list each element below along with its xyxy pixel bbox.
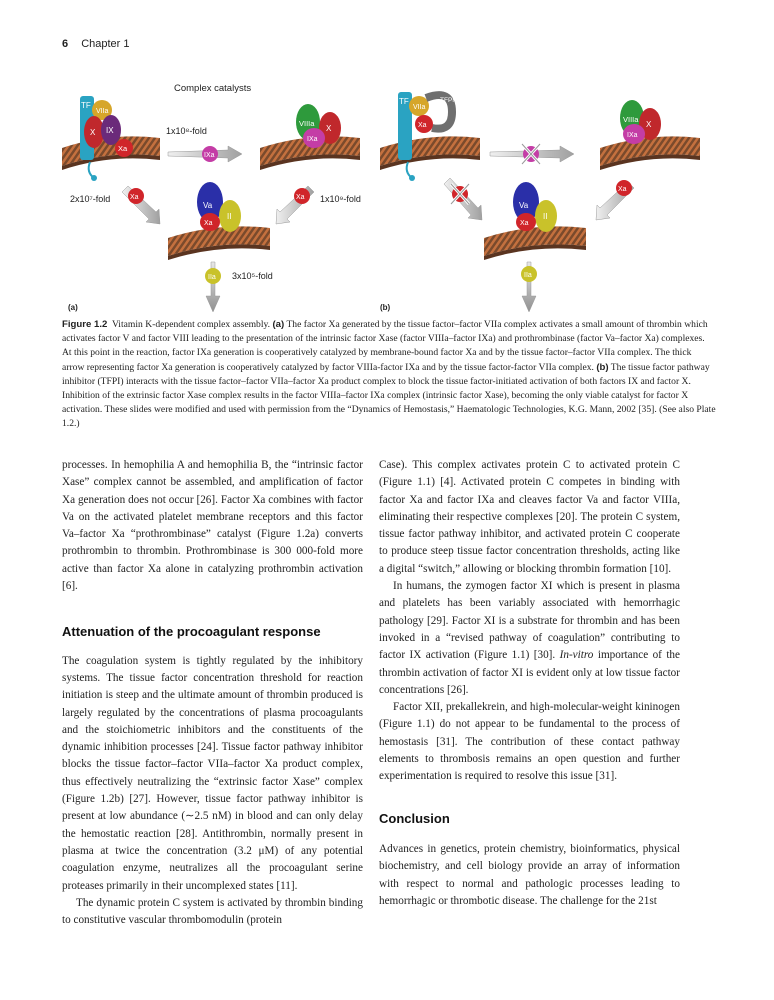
panel-b-label: (b) [380,303,391,312]
ixa-label-2: IXa [307,136,318,143]
left-paragraph-1: processes. In hemophilia A and hemophilia B, the “intrinsic factor Xase” complex cannot be assembled, and amplification of factor Xa generation does not occur [26]. Factor Xa combines with factor Va on the activated platelet membrane receptors and this factor Va–factor Xa “prothrombinase” catalyst (Figure 1.2a) converts prothrombin to thrombin. Prothrombinase is 300 000-fold more active than factor Xa alone in catalyzing prothrombin activation [6]. [62,459,363,593]
right-paragraph-4: Advances in genetics, protein chemistry, bioinformatics, physical biochemistry, and cell biology provide an array of information with respect to normal and pathologic processes leading to hemorrhagic or thrombotic disease. The challenge for the 21st [379,842,680,907]
chapter-label: Chapter 1 [81,38,130,50]
ixa-label: IXa [204,152,215,159]
left-paragraph-2: The coagulation system is tightly regulated by the inhibitory systems. The tissue factor concentration threshold for reaction initiation is steep and the ultimate amount of thrombin produced is largely regulated by the concentrations of plasma procoagulants and the stoichiometric inhibitors and the constituents of the dynamic inhibition processes [24]. Tissue factor pathway inhibitor blocks the tissue factor–factor VIIa–factor Xa product complex, thus effectively neutralizing the “extrinsic factor Xase” complex (Figure 1.2b) [27]. However, tissue factor pathway inhibitor is present at low abundance (∼2.5 nM) in blood and can only delay the hemostatic reaction [28]. Antithrombin, normally present in plasma at twice the concentration (3.2 μM) of any potential coagulation enzyme, neutralizes all the procoagulant serine proteases primarily in their uncomplexed states [11]. [62,654,363,892]
in-vitro-italic: In-vitro [559,649,594,662]
xa-pt-label-b: Xa [520,220,529,227]
running-head [62,38,130,50]
right-paragraph-2-pre: In humans, the zymogen factor XI which is present in plasma and platelets has been variably associated with hemorrhagic pathology [29]. Factor XI is a substrate for thrombin and has been invoked in a “revised pathway of coagulation” contributing to factor IX activation (Figure 1.1) [30]. [379,580,680,662]
ii-label: II [227,212,232,221]
right-paragraph-1: Case). This complex activates protein C to activated protein C (Figure 1.1) [4]. Activated protein C competes in binding with factor Xa and factor IXa and cleaves factor Va and factor VIIIa, eliminating their respective complexes [20]. The protein C system, tissue factor pathway inhibitor, and activated protein C cooperate to produce steep tissue factor concentration thresholds, acting like a digital “switch,” allowing or blocking thrombin formation [10]. [379,459,680,575]
ii-label-b: II [543,212,548,221]
ixa-label-b: IXa [627,132,638,139]
caption-intro: Vitamin K-dependent complex assembly. [111,319,273,330]
xa-label: Xa [118,144,128,153]
figure-1-2 [60,70,720,315]
iia-label-b: IIa [524,272,532,279]
left-paragraph-3: The dynamic protein C system is activated by thrombin binding to constitutive vascular thrombomodulin (protein [62,896,363,927]
va-label: Va [203,201,213,210]
x-label: X [90,128,96,137]
caption-panel-a-label: (a) [272,319,285,330]
section-heading-conclusion: Conclusion [379,810,450,826]
viiia-label-b: VIIIa [623,115,639,124]
xa-left-label: Xa [130,194,139,201]
tf-label-b: TF [399,97,409,106]
membrane-tfpi-complex [380,92,480,181]
membrane-intrinsic-xase-b [600,100,700,170]
panel-b [380,92,700,312]
figure-illustration [60,70,720,315]
fold-1e9-label: 1x10⁹-fold [320,194,361,204]
right-paragraph-2-post: importance of the thrombin activation of factor XI is evident only at low tissue factor concentrations [26]. [379,649,680,696]
page-number: 6 [62,38,69,50]
caption-figure-label: Figure 1.2 [62,319,108,330]
membrane-intrinsic-xase [260,104,360,170]
viia-label-b: VIIa [413,104,426,111]
figure-caption [62,318,716,432]
x-label-2: X [326,124,332,133]
x-label-b: X [646,120,652,129]
membrane-tf-complex [62,96,160,181]
caption-panel-b-label: (b) [596,361,609,373]
complex-catalysts-label: Complex catalysts [174,83,252,94]
viiia-label: VIIIa [299,119,315,128]
viia-label: VIIa [96,108,109,115]
tfpi-label: TFPI [440,97,455,104]
membrane-prothrombinase-b [484,182,586,260]
fold-2e7-label: 2x10⁷-fold [70,194,111,204]
section-heading-attenuation: Attenuation of the procoagulant response [62,624,321,640]
right-column [379,457,680,910]
xa-right-label-b: Xa [618,186,627,193]
iia-label: IIa [208,274,216,281]
caption-panel-a-text: The factor Xa generated by the tissue factor–factor VIIa complex activates a small amount of thrombin which activates factor V and factor VIII leading to the presentation of the intrinsic factor Xase (factor VIIIa–factor IXa) and prothrombinase (factor Va–factor Xa) complexes. At this point in the reaction, factor IXa generation is cooperatively catalyzed by membrane-bound factor Xa and by the tissue factor–factor VIIa complex. The thick arrow representing factor Xa generation is cooperatively catalyzed by factor VIIIa-factor IXa and by the tissue factor-factor VIIa complex. [62,319,708,373]
tf-label: TF [81,101,91,110]
membrane-prothrombinase [168,182,270,260]
caption-panel-b-text: The tissue factor pathway inhibitor (TFPI) interacts with the tissue factor–factor VIIa–factor Xa product complex to block the tissue factor-initiated activation of both factors IX and factor X. Inhibition of the extrinsic factor Xase complex results in the factor VIIIa–factor IXa complex (intrinsic factor Xase), becoming the only viable catalyst for factor X activation. These slides were modified and used with permission from the “Dynamics of Hemostasis,” Haematologic Technologies, K.G. Mann, 2002 [35]. (See also Plate 1.2.) [62,361,716,430]
right-paragraph-3: Factor XII, prekallekrein, and high-molecular-weight kininogen (Figure 1.1) do not appear to be fundamental to the process of hemostasis [31]. The contribution of these contact pathway elements to thrombosis remains an open question and further experimentation is required to resolve this issue [31]. [379,701,680,783]
panel-a-label: (a) [68,303,78,312]
xa-bound-label: Xa [418,122,427,129]
left-column [62,457,363,929]
xa-pt-label: Xa [204,220,213,227]
ix-label: IX [106,126,114,135]
right-paragraph-2 [379,578,680,699]
xa-right-label: Xa [296,194,305,201]
fold-3e5-label: 3x10⁵-fold [232,271,273,281]
fold-1e8-label: 1x10⁸-fold [166,126,207,136]
va-label-b: Va [519,201,529,210]
panel-a [62,83,361,312]
